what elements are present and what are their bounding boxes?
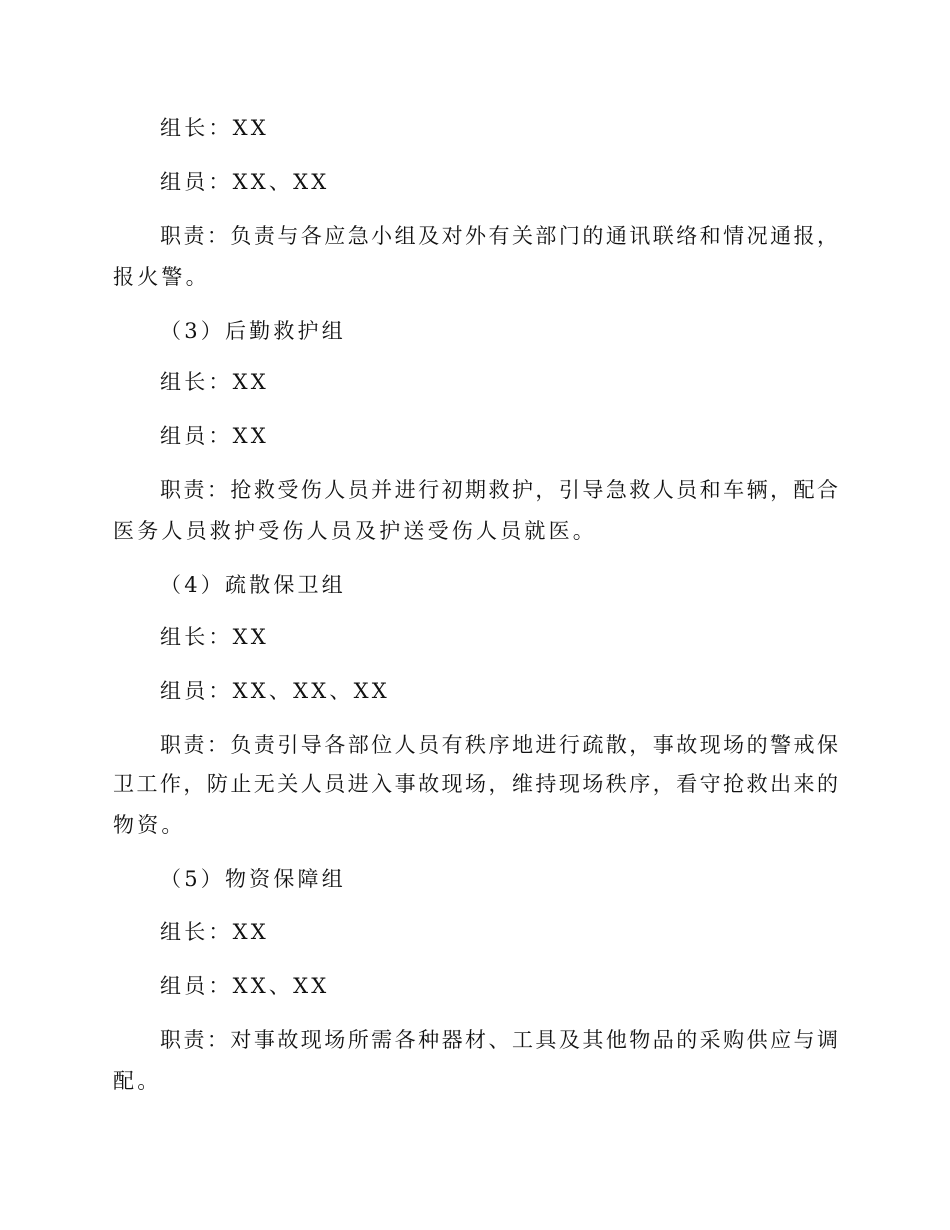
group2-leader: 组长：XX bbox=[160, 116, 269, 140]
group5-title: （5）物资保障组 bbox=[160, 867, 346, 891]
group5-duty-line1: 职责：对事故现场所需各种器材、工具及其他物品的采购供应与调 bbox=[160, 1028, 838, 1052]
group3-title: （3）后勤救护组 bbox=[160, 319, 346, 343]
group4-duty-line1: 职责：负责引导各部位人员有秩序地进行疏散，事故现场的警戒保 bbox=[160, 733, 838, 757]
group2-duty-line1: 职责：负责与各应急小组及对外有关部门的通讯联络和情况通报， bbox=[160, 224, 838, 248]
group3-leader: 组长：XX bbox=[160, 370, 269, 394]
group4-members: 组员：XX、XX、XX bbox=[160, 679, 390, 703]
group2-members: 组员：XX、XX bbox=[160, 170, 330, 194]
group5-members: 组员：XX、XX bbox=[160, 974, 330, 998]
group3-members: 组员：XX bbox=[160, 424, 269, 448]
group5-leader: 组长：XX bbox=[160, 920, 269, 944]
group5-duty-line2: 配。 bbox=[113, 1069, 162, 1093]
group2-duty-line2: 报火警。 bbox=[113, 265, 210, 289]
group4-duty-line3: 物资。 bbox=[113, 813, 186, 837]
group4-duty-line2: 卫工作，防止无关人员进入事故现场，维持现场秩序，看守抢救出来的 bbox=[113, 772, 838, 796]
group3-duty-line2: 医务人员救护受伤人员及护送受伤人员就医。 bbox=[113, 519, 597, 543]
group3-duty-line1: 职责：抢救受伤人员并进行初期救护，引导急救人员和车辆，配合 bbox=[160, 478, 838, 502]
group4-leader: 组长：XX bbox=[160, 625, 269, 649]
group4-title: （4）疏散保卫组 bbox=[160, 573, 346, 597]
